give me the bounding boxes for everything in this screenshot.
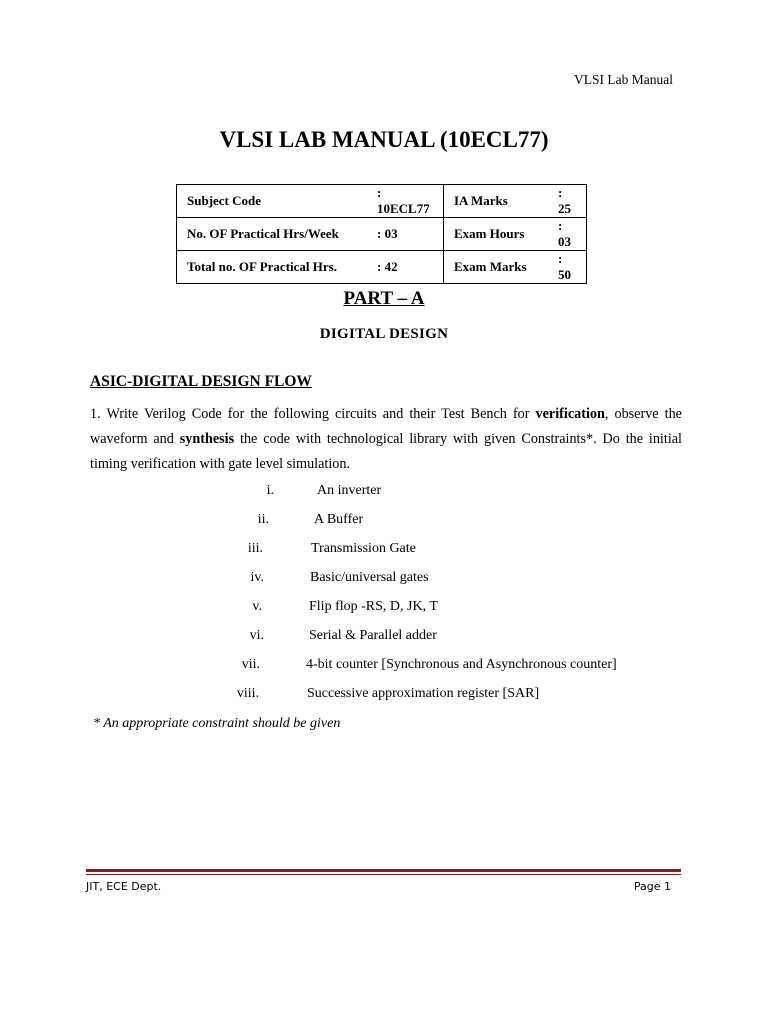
constraint-note: * An appropriate constraint should be given [93, 716, 341, 731]
list-item-text: An inverter [317, 483, 382, 498]
table-cell: Total no. OF Practical Hrs. [177, 251, 368, 284]
table-cell: : 50 [548, 251, 587, 284]
section-heading: ASIC-DIGITAL DESIGN FLOW [90, 373, 312, 390]
table-cell: Subject Code [177, 185, 368, 218]
table-cell: : 03 [548, 218, 587, 251]
footer-rule-thin [86, 874, 681, 875]
list-item-text: Serial & Parallel adder [309, 628, 437, 643]
footer-page-number: Page 1 [633, 880, 671, 893]
course-info-table [176, 184, 587, 284]
table-row [177, 185, 587, 218]
list-item-text: Basic/universal gates [310, 570, 429, 585]
intro-text: , observe the waveform and [90, 406, 682, 447]
list-item-text: Transmission Gate [311, 541, 416, 556]
document-title: VLSI LAB MANUAL (10ECL77) [219, 127, 549, 152]
footer-rule [86, 869, 681, 872]
intro-text: the code with technological library with given Constraints*. Do the initial timing verification with gate level simulation. [90, 431, 683, 472]
list-item-number: i. [266, 483, 274, 498]
table-cell: : 25 [548, 185, 587, 218]
list-item-text: Flip flop -RS, D, JK, T [309, 599, 438, 614]
table-cell: : 42 [367, 251, 444, 284]
list-item-number: iii. [247, 541, 263, 556]
part-heading: PART – A [343, 288, 425, 309]
list-item-number: viii. [236, 686, 259, 701]
table-row [177, 218, 587, 251]
table-cell: No. OF Practical Hrs/Week [177, 218, 368, 251]
list-item-number: ii. [257, 512, 269, 527]
list-item-text: 4-bit counter [Synchronous and Asynchronous counter] [306, 657, 617, 672]
intro-text: 1. Write Verilog Code for the following circuits and their Test Bench for [90, 406, 536, 422]
list-item-number: vi. [249, 628, 264, 643]
intro-paragraph [90, 402, 682, 477]
table-cell: IA Marks [444, 185, 549, 218]
footer-department: JIT, ECE Dept. [86, 880, 162, 893]
running-header: VLSI Lab Manual [574, 72, 673, 87]
intro-bold-synthesis: synthesis [179, 431, 235, 447]
intro-bold-verification: verification [535, 406, 605, 422]
part-subheading: DIGITAL DESIGN [319, 326, 449, 342]
table-cell: : 10ECL77 [367, 185, 444, 218]
list-item-number: iv. [250, 570, 264, 585]
list-item-number: v. [252, 599, 262, 614]
list-item-text: A Buffer [314, 512, 364, 527]
table-row [177, 251, 587, 284]
list-item-text: Successive approximation register [SAR] [307, 686, 540, 701]
table-cell: Exam Marks [444, 251, 549, 284]
table-cell: Exam Hours [444, 218, 549, 251]
list-item-number: vii. [241, 657, 260, 672]
table-cell: : 03 [367, 218, 444, 251]
